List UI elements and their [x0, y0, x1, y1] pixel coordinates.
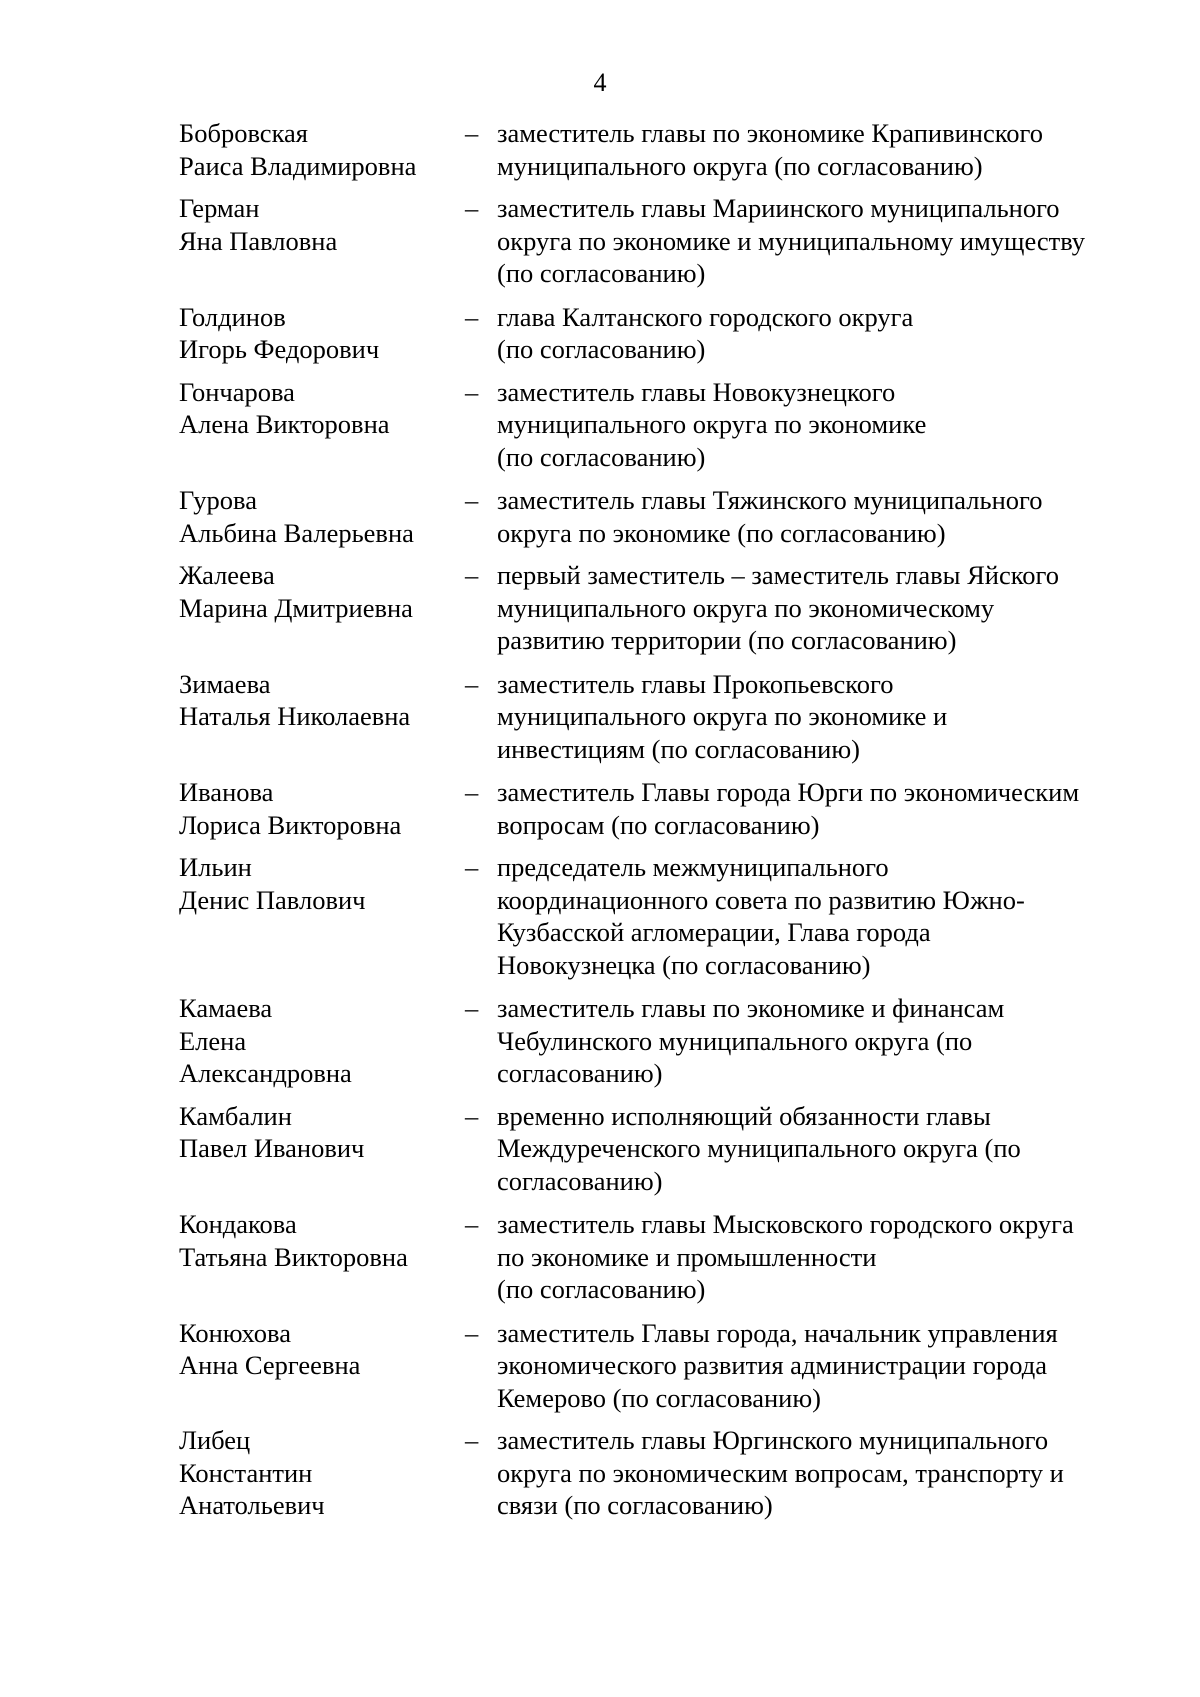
page-number: 4	[593, 68, 607, 97]
member-entry	[179, 1208, 1139, 1306]
dash-separator: –	[465, 668, 479, 699]
member-position	[497, 192, 1139, 290]
dash-separator: –	[465, 301, 479, 332]
position-line: заместитель главы Прокопьевского	[497, 668, 894, 699]
member-given-names: Денис Павлович	[179, 884, 366, 915]
member-surname: Ильин	[179, 852, 252, 882]
member-position	[497, 1208, 1139, 1306]
position-line: вопросам (по согласованию)	[497, 809, 820, 840]
member-position	[497, 1100, 1139, 1198]
member-entry	[179, 559, 1139, 657]
member-position	[497, 992, 1139, 1090]
position-line: заместитель главы по экономике и финансам	[497, 993, 1005, 1023]
member-given-names: Альбина Валерьевна	[179, 517, 414, 548]
member-name	[179, 376, 465, 474]
dash-separator: –	[465, 993, 479, 1023]
member-surname: Конюхова	[179, 1317, 291, 1348]
position-line: заместитель главы Мысковского городского округа	[497, 1209, 1074, 1239]
member-surname: Герман	[179, 193, 260, 223]
member-position	[497, 376, 1139, 474]
member-given-names: Александровна	[179, 1058, 352, 1088]
dash-separator: –	[465, 852, 479, 882]
member-entry	[179, 301, 1139, 366]
position-line: (по согласованию)	[497, 334, 706, 364]
position-line: (по согласованию)	[497, 258, 706, 288]
member-given-names: Игорь Федорович	[179, 334, 380, 364]
member-name	[179, 1208, 465, 1306]
member-name	[179, 668, 465, 766]
position-line: развитию территории (по согласованию)	[497, 625, 957, 655]
member-surname: Камаева	[179, 993, 273, 1023]
position-line: заместитель главы Новокузнецкого	[497, 376, 896, 407]
position-line: глава Калтанского городского округа	[497, 301, 914, 332]
dash-separator: –	[465, 1100, 479, 1131]
position-line: первый заместитель – заместитель главы Яйского	[497, 560, 1059, 590]
position-line: заместитель главы Юргинского муниципального	[497, 1425, 1049, 1455]
position-line: координационного совета по развитию Южно-	[497, 884, 1025, 915]
position-line: муниципального округа (по согласованию)	[497, 150, 983, 181]
position-line: Кемерово (по согласованию)	[497, 1382, 821, 1413]
dash-separator: –	[465, 1317, 479, 1348]
member-name	[179, 484, 465, 549]
member-name	[179, 1424, 465, 1522]
member-entry	[179, 1317, 1139, 1415]
member-position	[497, 559, 1139, 657]
position-line: Междуреченского муниципального округа (по	[497, 1133, 1021, 1163]
member-given-names: Алена Викторовна	[179, 409, 390, 439]
member-name	[179, 117, 465, 182]
position-line: председатель межмуниципального	[497, 852, 889, 882]
member-position	[497, 776, 1139, 841]
member-given-names: Татьяна Викторовна	[179, 1241, 408, 1272]
position-line: Кузбасской агломерации, Глава города	[497, 917, 931, 947]
position-line: муниципального округа по экономике	[497, 409, 927, 439]
member-surname: Жалеева	[179, 560, 275, 590]
members-list	[179, 117, 1139, 1532]
member-given-names: Яна Павловна	[179, 225, 338, 256]
position-line: заместитель Главы города Юрги по экономическим	[497, 777, 1080, 807]
position-line: округа по экономике (по согласованию)	[497, 517, 946, 548]
member-entry	[179, 992, 1139, 1090]
member-name	[179, 559, 465, 657]
member-position	[497, 851, 1139, 981]
position-line: по экономике и промышленности	[497, 1241, 877, 1272]
member-entry	[179, 851, 1139, 981]
position-line: заместитель главы Мариинского муниципального	[497, 193, 1060, 223]
member-surname: Гурова	[179, 485, 257, 515]
member-entry	[179, 192, 1139, 290]
member-name	[179, 776, 465, 841]
member-given-names: Наталья Николаевна	[179, 701, 411, 731]
dash-separator: –	[465, 193, 479, 223]
member-given-names: Павел Иванович	[179, 1133, 365, 1163]
member-position	[497, 301, 1139, 366]
member-surname: Гончарова	[179, 376, 295, 407]
member-name	[179, 301, 465, 366]
position-line: согласованию)	[497, 1058, 663, 1088]
dash-separator: –	[465, 1209, 479, 1239]
position-line: (по согласованию)	[497, 441, 706, 472]
member-position	[497, 117, 1139, 182]
position-line: заместитель главы по экономике Крапивинского	[497, 118, 1043, 148]
member-entry	[179, 117, 1139, 182]
member-entry	[179, 1424, 1139, 1522]
position-line: Чебулинского муниципального округа (по	[497, 1025, 973, 1056]
dash-separator: –	[465, 485, 479, 515]
dash-separator: –	[465, 560, 479, 590]
member-given-names: Константин	[179, 1457, 313, 1488]
member-surname: Либец	[179, 1425, 251, 1455]
position-line: инвестициям (по согласованию)	[497, 733, 860, 764]
member-given-names: Елена	[179, 1025, 247, 1056]
position-line: связи (по согласованию)	[497, 1490, 773, 1520]
member-name	[179, 992, 465, 1090]
position-line: экономического развития администрации города	[497, 1350, 1048, 1380]
member-given-names: Анатольевич	[179, 1490, 325, 1520]
position-line: муниципального округа по экономическому	[497, 592, 995, 623]
member-position	[497, 1424, 1139, 1522]
position-line: муниципального округа по экономике и	[497, 701, 948, 731]
position-line: заместитель Главы города, начальник управления	[497, 1317, 1058, 1348]
member-entry	[179, 484, 1139, 549]
member-entry	[179, 376, 1139, 474]
position-line: округа по экономике и муниципальному имуществу	[497, 225, 1086, 256]
member-name	[179, 851, 465, 981]
member-surname: Бобровская	[179, 118, 308, 148]
member-entry	[179, 776, 1139, 841]
member-given-names: Лориса Викторовна	[179, 809, 402, 840]
position-line: согласованию)	[497, 1165, 663, 1196]
member-entry	[179, 1100, 1139, 1198]
dash-separator: –	[465, 1425, 479, 1455]
member-surname: Кондакова	[179, 1209, 297, 1239]
position-line: (по согласованию)	[497, 1274, 706, 1304]
member-position	[497, 668, 1139, 766]
position-line: Новокузнецка (по согласованию)	[497, 949, 871, 980]
member-surname: Камбалин	[179, 1100, 292, 1131]
position-line: округа по экономическим вопросам, транспорту и	[497, 1457, 1064, 1488]
member-entry	[179, 668, 1139, 766]
member-surname: Зимаева	[179, 668, 271, 699]
dash-separator: –	[465, 376, 479, 407]
position-line: временно исполняющий обязанности главы	[497, 1100, 991, 1131]
member-name	[179, 192, 465, 290]
member-given-names: Марина Дмитриевна	[179, 592, 413, 623]
member-name	[179, 1100, 465, 1198]
dash-separator: –	[465, 777, 479, 807]
member-name	[179, 1317, 465, 1415]
position-line: заместитель главы Тяжинского муниципального	[497, 485, 1043, 515]
member-surname: Иванова	[179, 777, 274, 807]
member-position	[497, 484, 1139, 549]
member-position	[497, 1317, 1139, 1415]
member-given-names: Анна Сергеевна	[179, 1350, 361, 1380]
dash-separator: –	[465, 118, 479, 148]
member-given-names: Раиса Владимировна	[179, 150, 417, 181]
member-surname: Голдинов	[179, 301, 286, 332]
